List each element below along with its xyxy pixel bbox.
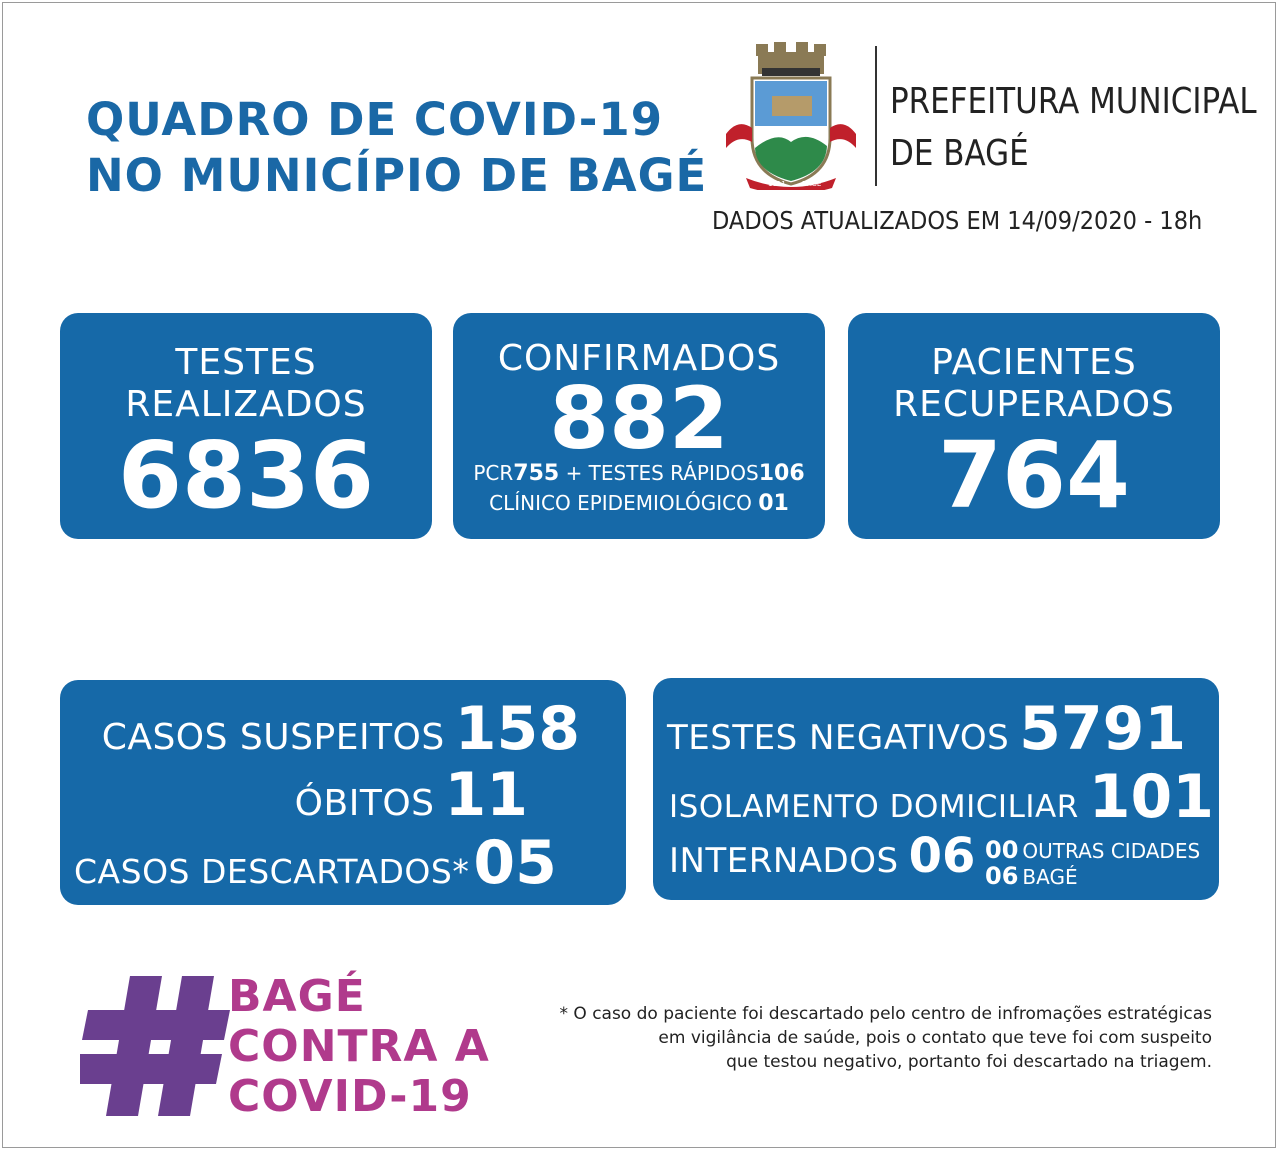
pcr-label: PCR bbox=[473, 461, 514, 485]
rapid-tests-value: 106 bbox=[758, 461, 805, 486]
footnote-line-1: * O caso do paciente foi descartado pelo centro de infromações estratégicas bbox=[559, 1004, 1212, 1024]
page-title-line-2: NO MUNICÍPIO DE BAGÉ bbox=[86, 149, 708, 202]
page-title-line-1: QUADRO DE COVID-19 bbox=[86, 93, 664, 146]
confirmed-label: CONFIRMADOS bbox=[497, 338, 781, 379]
tests-value: 6836 bbox=[117, 422, 375, 529]
negative-tests-row bbox=[667, 694, 1186, 764]
discarded-value: 05 bbox=[473, 828, 557, 898]
tests-label-2: REALIZADOS bbox=[125, 384, 367, 425]
hospital-label: INTERNADOS bbox=[669, 841, 899, 881]
clinical-label: CLÍNICO EPIDEMIOLÓGICO bbox=[489, 491, 752, 515]
negative-tests-label: TESTES NEGATIVOS bbox=[667, 718, 1010, 758]
status-panel bbox=[653, 678, 1219, 900]
footnote-line-2: em vigilância de saúde, pois o contato que teve foi com suspeito bbox=[658, 1028, 1212, 1048]
crest-year: 1811 bbox=[768, 180, 786, 188]
hospital-value: 06 bbox=[908, 828, 976, 884]
hashtag-icon bbox=[80, 976, 230, 1116]
campaign-slogan bbox=[228, 972, 490, 1122]
confirmed-breakdown-clinical bbox=[453, 491, 825, 516]
other-cities-label: OUTRAS CIDADES bbox=[1022, 839, 1201, 863]
bage-label: BAGÉ bbox=[1022, 865, 1078, 889]
recovered-card bbox=[848, 313, 1220, 539]
recovered-label-1: PACIENTES bbox=[931, 342, 1137, 383]
discarded-row bbox=[74, 828, 557, 898]
hospital-bage bbox=[985, 864, 1078, 889]
discarded-label: CASOS DESCARTADOS* bbox=[74, 852, 470, 891]
footnote-line-3: que testou negativo, portanto foi descartado na triagem. bbox=[726, 1052, 1212, 1072]
confirmed-value: 882 bbox=[549, 369, 729, 469]
hospital-row bbox=[669, 828, 975, 884]
confirmed-card bbox=[453, 313, 825, 539]
recovered-label-2: RECUPERADOS bbox=[893, 384, 1175, 425]
campaign-line-2: CONTRA A bbox=[228, 1021, 490, 1072]
deaths-value: 11 bbox=[444, 760, 528, 830]
update-timestamp: DADOS ATUALIZADOS EM 14/09/2020 - 18h bbox=[712, 206, 1203, 235]
suspects-panel bbox=[60, 680, 626, 905]
campaign-line-3: COVID-19 bbox=[228, 1071, 472, 1122]
other-cities-value: 00 bbox=[985, 836, 1019, 864]
tests-card bbox=[60, 313, 432, 539]
prefeitura-name bbox=[890, 76, 1257, 180]
negative-tests-value: 5791 bbox=[1019, 694, 1187, 764]
bage-value: 06 bbox=[985, 862, 1019, 890]
recovered-value: 764 bbox=[937, 422, 1131, 529]
isolation-row bbox=[669, 762, 1214, 832]
tests-label-1: TESTES bbox=[175, 342, 317, 383]
isolation-value: 101 bbox=[1088, 762, 1214, 832]
confirmed-breakdown-tests bbox=[453, 461, 825, 486]
deaths-row bbox=[295, 760, 528, 830]
footnote bbox=[552, 1002, 1212, 1074]
municipal-crest-icon bbox=[722, 38, 860, 190]
suspects-label: CASOS SUSPEITOS bbox=[101, 717, 445, 758]
campaign-line-1: BAGÉ bbox=[228, 971, 366, 1022]
deaths-label: ÓBITOS bbox=[294, 783, 435, 824]
rapid-tests-label: + TESTES RÁPIDOS bbox=[565, 461, 759, 485]
suspects-value: 158 bbox=[454, 694, 580, 764]
prefeitura-line-2: DE BAGÉ bbox=[890, 133, 1029, 174]
clinical-value: 01 bbox=[758, 491, 789, 516]
header-divider bbox=[875, 46, 877, 186]
prefeitura-line-1: PREFEITURA MUNICIPAL bbox=[890, 81, 1257, 122]
page-title bbox=[86, 92, 708, 204]
hospital-other-cities bbox=[985, 838, 1200, 863]
isolation-label: ISOLAMENTO DOMICILIAR bbox=[669, 789, 1079, 825]
crest-name: BAGÉ bbox=[802, 180, 822, 188]
suspects-row bbox=[102, 694, 580, 764]
pcr-value: 755 bbox=[513, 461, 560, 486]
